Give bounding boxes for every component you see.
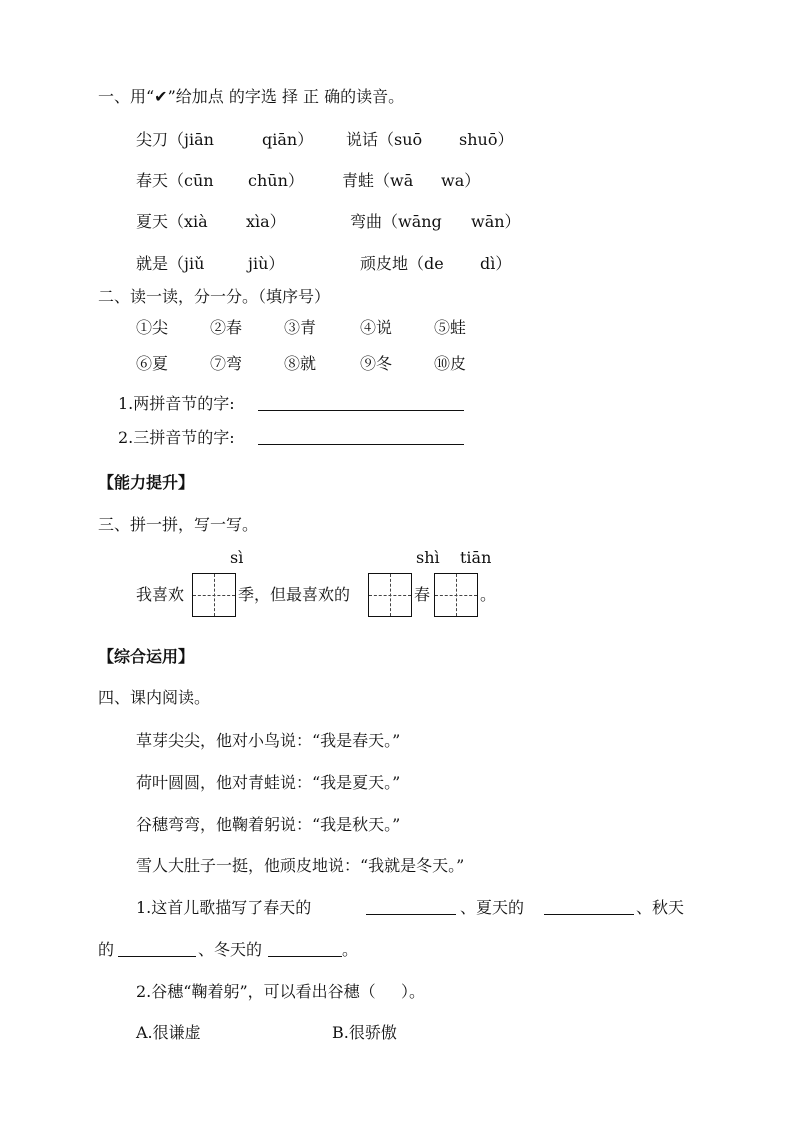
s1-row4-d: dì） [480,254,512,273]
s4-q1-text-b: 、夏天的 [460,898,525,917]
s4-q1-blank-autumn[interactable] [118,956,196,957]
section1-title: 一、用“✔”给加点 的字选 择 正 确的读音。 [98,87,405,106]
s4-q1-blank-spring[interactable] [366,914,456,915]
poem-line-2: 荷叶圆圆，他对青蛙说：“我是夏天。” [136,773,401,792]
s2-char-9: ⑨冬 [360,354,393,373]
s2-char-6: ⑥夏 [136,354,169,373]
s2-q1-label: 1.两拼音节的字: [118,394,235,413]
s1-row2-c: 青蛙（wā [342,171,414,190]
s3-text-part4: 。 [480,585,497,604]
s1-row2-b: chūn） [248,171,304,190]
s4-q2-text: 2.谷穗“鞠着躬”，可以看出谷穗（ ）。 [136,982,426,1001]
s3-text-part2: 季，但最喜欢的 [238,585,351,604]
s4-q1-text-f: 。 [342,940,359,959]
poem-line-4: 雪人大肚子一挺，他顽皮地说：“我就是冬天。” [136,856,465,875]
s2-char-5: ⑤蛙 [434,318,467,337]
s1-row3-d: wān） [471,212,521,231]
section4-title: 四、课内阅读。 [98,688,211,707]
s2-char-7: ⑦弯 [210,354,243,373]
s4-q1-text-a: 1.这首儿歌描写了春天的 [136,898,312,917]
poem-line-3: 谷穗弯弯，他鞠着躬说：“我是秋天。” [136,815,401,834]
section3-title: 三、拼一拼，写一写。 [98,515,259,534]
s4-q1-text-d: 的 [98,940,115,959]
writing-box-tian[interactable] [434,573,478,617]
s1-row2-d: wa） [441,171,481,190]
s1-row1-a: 尖刀（jiān [136,130,214,149]
s4-q1-text-e: 、冬天的 [198,940,263,959]
heading-ability: 【能力提升】 [98,473,195,492]
s3-text-part1: 我喜欢 [136,585,185,604]
s2-char-1: ①尖 [136,318,169,337]
s2-char-2: ②春 [210,318,243,337]
s4-q1-blank-summer[interactable] [544,914,634,915]
s2-q2-answer-line[interactable] [258,444,464,445]
option-a[interactable]: A.很谦虚 [136,1023,201,1042]
s4-q1-text-c: 、秋天 [636,898,685,917]
poem-line-1: 草芽尖尖，他对小鸟说：“我是春天。” [136,731,401,750]
s1-row4-b: jiù） [248,254,285,273]
s1-row1-c: 说话（suō [346,130,423,149]
s2-char-4: ④说 [360,318,393,337]
s1-row4-c: 顽皮地（de [360,254,444,273]
s2-char-8: ⑧就 [284,354,317,373]
s2-q2-label: 2.三拼音节的字: [118,428,235,447]
writing-box-shi[interactable] [368,573,412,617]
s3-pinyin-si: sì [230,548,244,567]
s3-text-part3: 春 [414,585,431,604]
s1-row3-b: xìa） [246,212,286,231]
s2-q1-answer-line[interactable] [258,410,464,411]
s3-pinyin-tian: tiān [460,548,492,567]
s1-row3-a: 夏天（xià [136,212,208,231]
s2-char-3: ③青 [284,318,317,337]
s1-row1-b: qiān） [262,130,314,149]
s1-row2-a: 春天（cūn [136,171,214,190]
s1-row3-c: 弯曲（wāng [350,212,442,231]
section2-title: 二、读一读，分一分。（填序号） [98,287,331,306]
s2-char-10: ⑩皮 [434,354,467,373]
s1-row4-a: 就是（jiǔ [136,254,205,273]
s1-row1-d: shuō） [459,130,514,149]
s3-pinyin-shi: shì [416,548,440,567]
heading-integrated: 【综合运用】 [98,647,195,666]
writing-box-si[interactable] [192,573,236,617]
option-b[interactable]: B.很骄傲 [332,1023,397,1042]
s4-q1-blank-winter[interactable] [268,956,342,957]
